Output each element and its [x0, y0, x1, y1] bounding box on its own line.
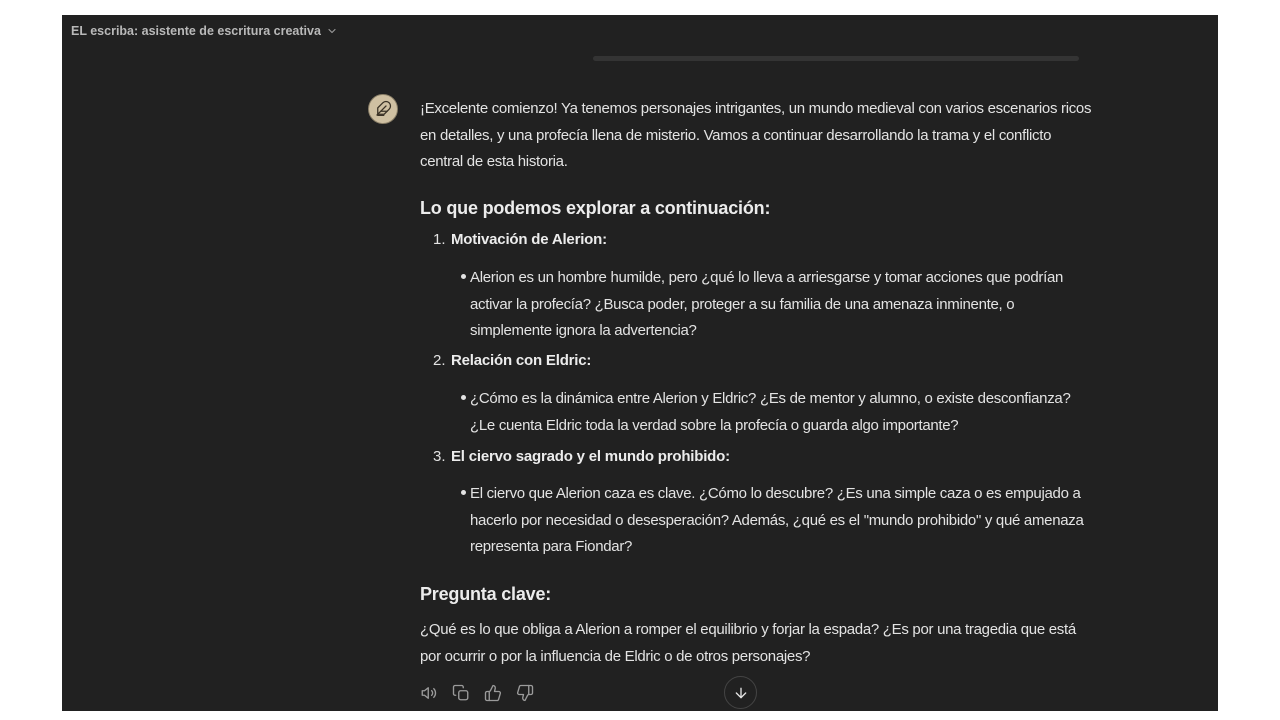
gpt-title-dropdown[interactable]	[67, 22, 342, 40]
quill-icon	[374, 100, 392, 118]
list-title: Motivación de Alerion:	[451, 231, 607, 248]
arrow-down-icon	[733, 685, 749, 701]
gpt-title-label: EL escriba: asistente de escritura creativa	[71, 24, 321, 38]
chevron-down-icon	[326, 25, 338, 37]
explore-heading: Lo que podemos explorar a continuación:	[420, 198, 771, 218]
scroll-to-bottom-button[interactable]	[724, 676, 757, 709]
list-number: 3.	[433, 448, 446, 465]
bullet-text: Alerion es un hombre humilde, pero ¿qué lo lleva a arriesgarse y tomar acciones que podrían activar la profecía? ¿Busca poder, proteger a su familia de una amenaza inminente, o simplemente ignora la advertencia?	[470, 269, 1064, 339]
closing-paragraph: ¿Qué es lo que obliga a Alerion a romper el equilibrio y forjar la espada? ¿Es por una tragedia que está por ocurrir o por la influencia de Eldric o de otros personajes?	[420, 621, 1076, 665]
list-title: El ciervo sagrado y el mundo prohibido:	[451, 448, 730, 465]
bullet-text: ¿Cómo es la dinámica entre Alerion y Eldric? ¿Es de mentor y alumno, o existe desconfianza? ¿Le cuenta Eldric toda la verdad sobre la profecía o guarda algo importante?	[470, 390, 1071, 434]
assistant-intro-paragraph: ¡Excelente comienzo! Ya tenemos personajes intrigantes, un mundo medieval con varios escenarios ricos en detalles, y una profecía llena de misterio. Vamos a continuar desarrollando la trama y el conflicto central de esta historia.	[420, 100, 1092, 170]
bullet-dot	[461, 490, 466, 495]
speaker-icon	[420, 684, 438, 702]
thumbs-up-icon	[484, 684, 502, 702]
chat-window	[62, 15, 1218, 711]
assistant-message	[420, 15, 1094, 711]
thumbs-down-button[interactable]	[512, 680, 538, 706]
assistant-avatar	[368, 94, 398, 124]
bullet-dot	[461, 274, 466, 279]
list-number: 2.	[433, 352, 446, 369]
list-title: Relación con Eldric:	[451, 352, 592, 369]
thumbs-down-icon	[516, 684, 534, 702]
list-item-3	[420, 448, 1092, 468]
list-item-1	[420, 231, 1092, 251]
bullet-text: El ciervo que Alerion caza es clave. ¿Cómo lo descubre? ¿Es una simple caza o es empujado a hacerlo por necesidad o desesperación? Además, ¿qué es el "mundo prohibido" y qué amenaza representa para Fiondar?	[470, 485, 1084, 555]
bullet-dot	[461, 395, 466, 400]
list-number: 1.	[433, 231, 446, 248]
thumbs-up-button[interactable]	[480, 680, 506, 706]
read-aloud-button[interactable]	[416, 680, 442, 706]
copy-icon	[452, 684, 470, 702]
list-item-2	[420, 352, 1092, 372]
copy-button[interactable]	[448, 680, 474, 706]
key-question-heading: Pregunta clave:	[420, 584, 552, 604]
